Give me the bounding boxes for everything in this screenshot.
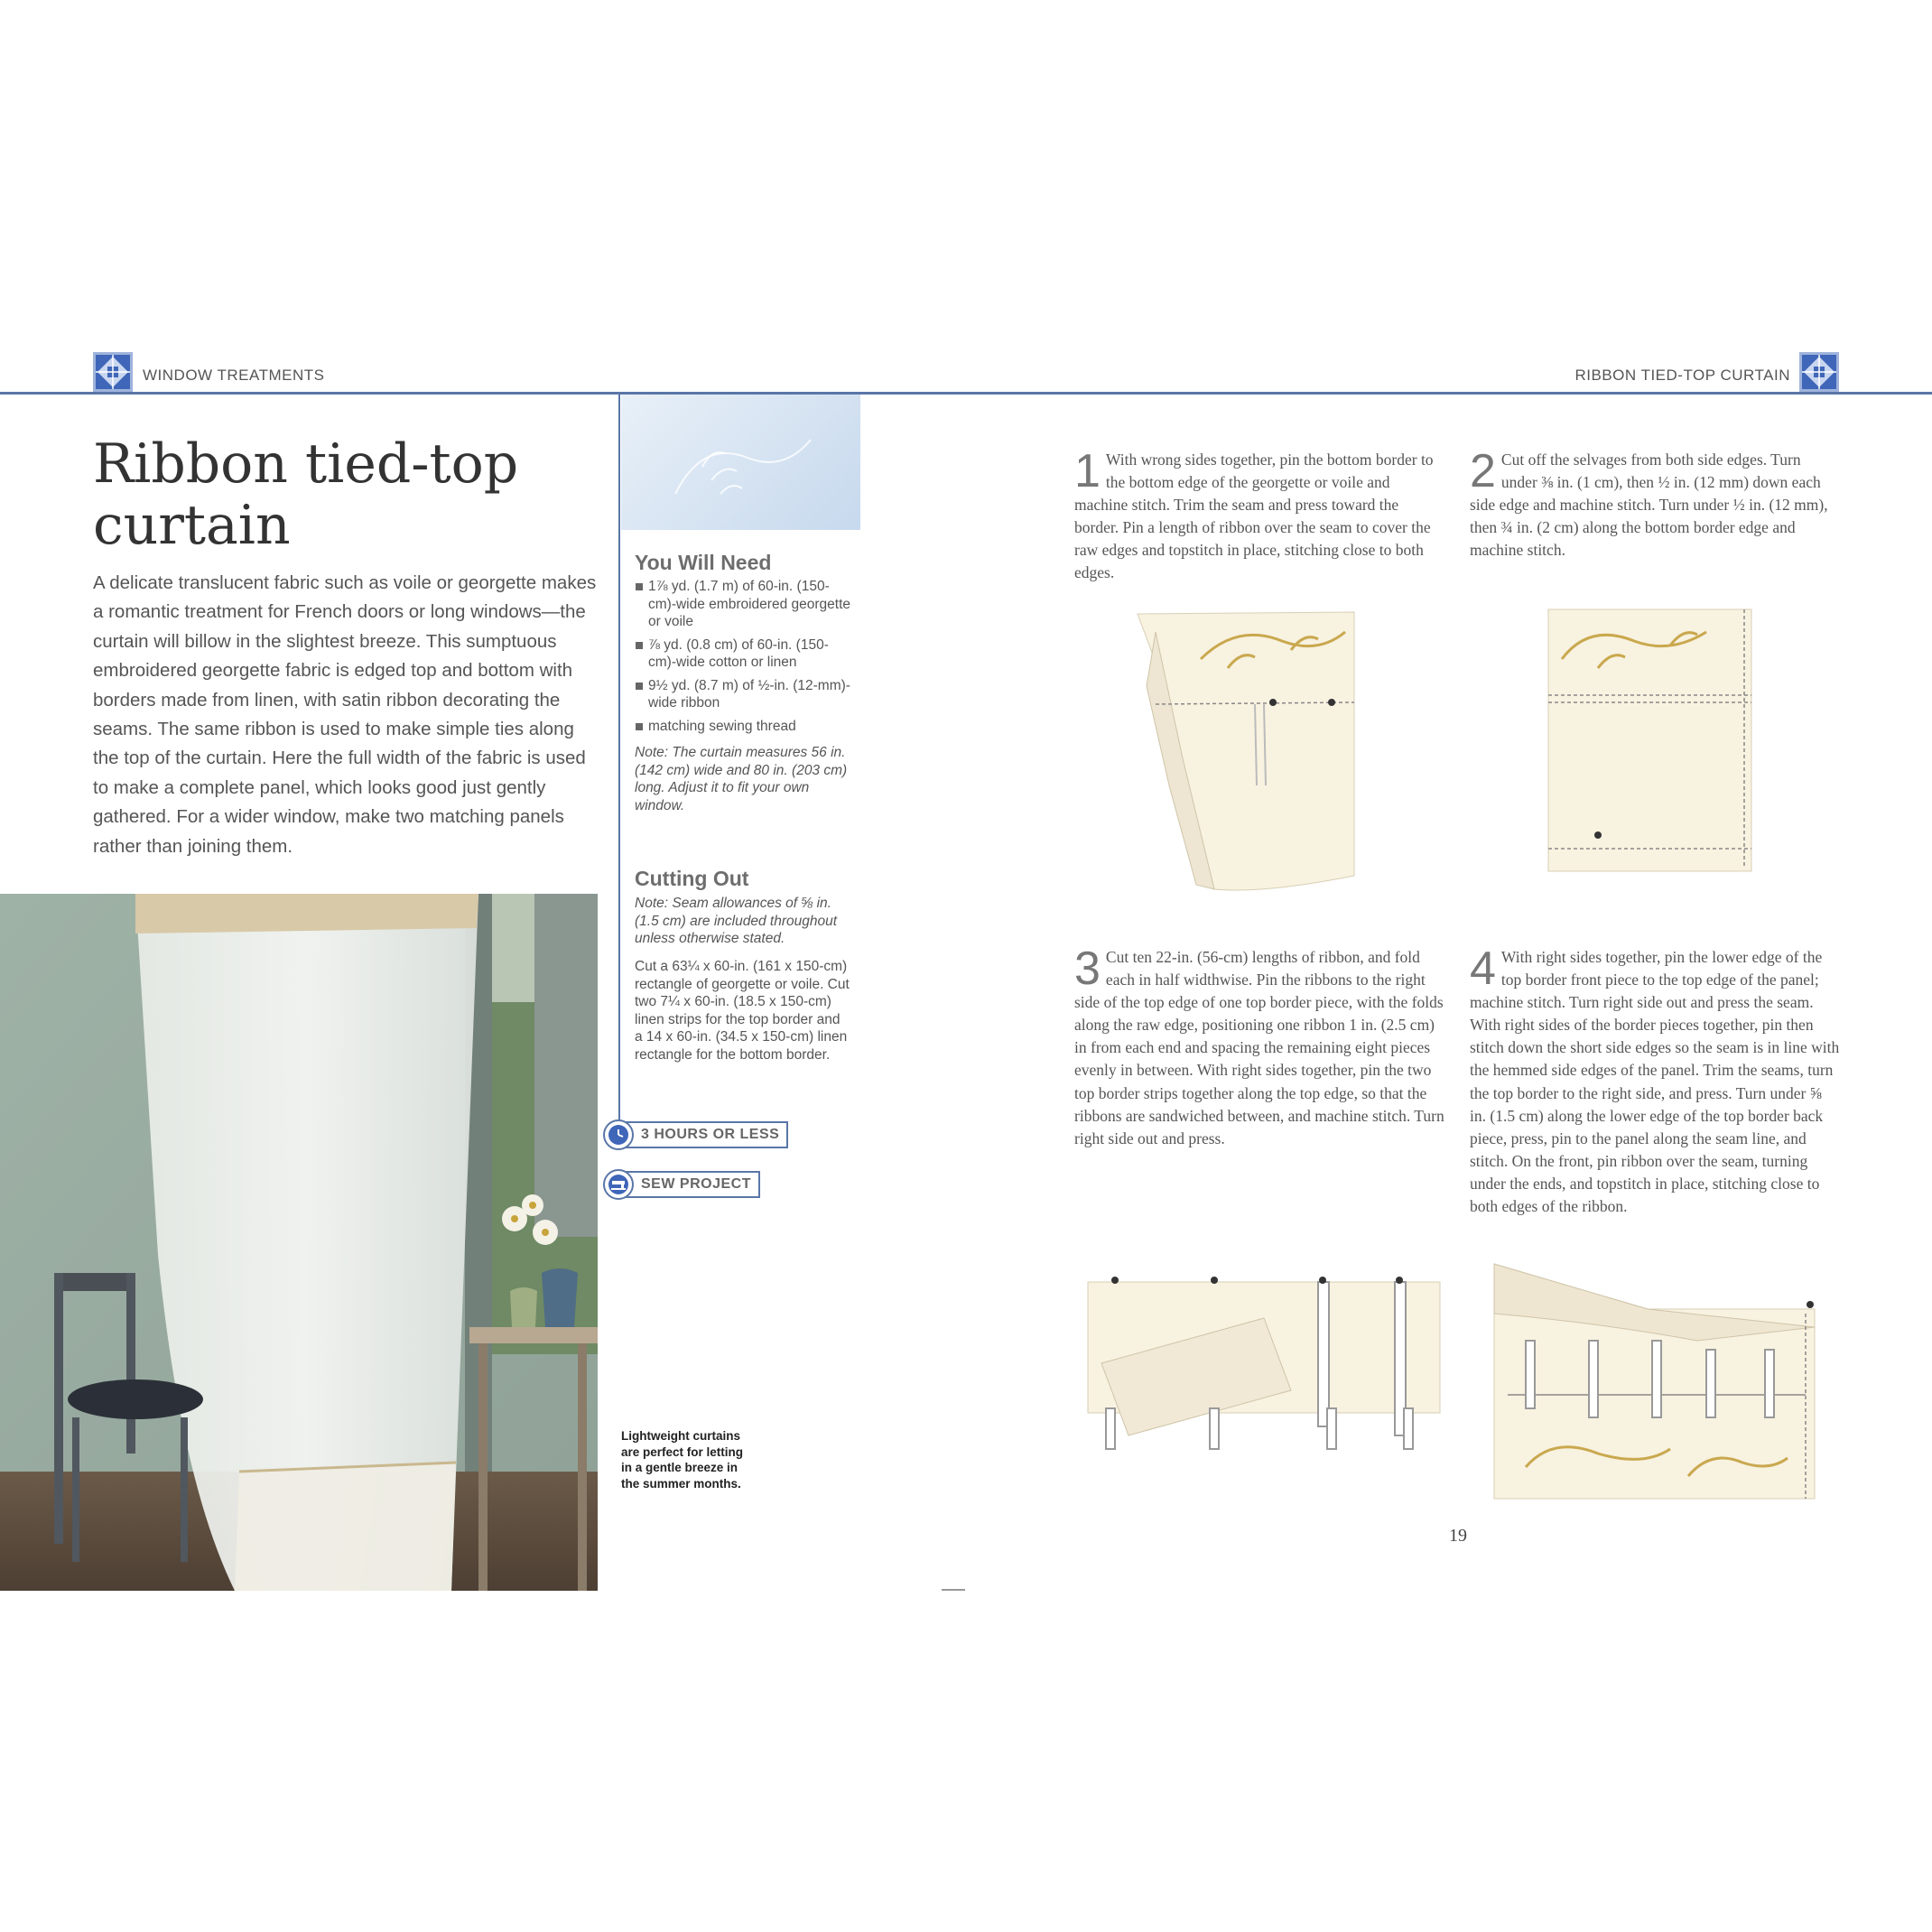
step-number: 1: [1074, 445, 1101, 497]
step-text: Cut off the selvages from both side edges. Turn under ⅜ in. (1 cm), then ½ in. (12 mm) down each side edge and machine stitch. Turn under ½ in. (12 mm), then ¾ in. (2 cm) along the bottom border edge and machine stitch.: [1470, 450, 1828, 560]
step-text: With right sides together, pin the lower edge of the top border front piece to the top edge of the panel; machine stitch. Turn right side out and press the seam. With right sides of the border pieces together, pin then stitch down the short side edges so the seam is in line with the hemmed side edges of the panel. Trim the seams, turn the top border to the right side, and press. Turn under ⅝ in. (1.5 cm) along the lower edge of the top border back piece, press, pin to the panel along the seam line, and stitch. On the front, pin ribbon over the seam, turning under the ends, and topstitch in place, stitching close to both edges of the ribbon.: [1470, 948, 1840, 1216]
step-2-illustration: [1544, 605, 1760, 876]
page-number: 19: [1449, 1526, 1467, 1546]
step-4-illustration: [1490, 1259, 1833, 1503]
material-item: matching sewing thread: [635, 718, 851, 736]
sewing-machine-icon: [603, 1169, 634, 1200]
project-type-badge: [619, 1171, 760, 1198]
time-badge-label: 3 HOURS OR LESS: [641, 1127, 780, 1142]
project-type-label: SEW PROJECT: [641, 1176, 751, 1192]
curtain-photo: [0, 894, 598, 1591]
material-item: ⅞ yd. (0.8 cm) of 60-in. (150-cm)-wide cotton or linen: [635, 636, 851, 672]
step-1-illustration: [1129, 605, 1363, 894]
step-text: Cut ten 22-in. (56-cm) lengths of ribbon, and fold each in half widthwise. Pin the ribbons to the right side of the top edge of one top border piece, with the folds along the raw edge, positioning one ribbon 1 in. (2.5 cm) in from each end and spacing the remaining eight pieces evenly in between. With right sides together, pin the two top border strips together along the top edge, so that the ribbons are sandwiched between, and machine stitch. Turn right side out and press.: [1074, 948, 1444, 1147]
running-head-right: RIBBON TIED-TOP CURTAIN: [1574, 367, 1790, 384]
quilt-block-icon: [93, 352, 133, 392]
clock-icon: [603, 1119, 634, 1150]
size-note: Note: The curtain measures 56 in. (142 cm) wide and 80 in. (203 cm) long. Adjust it to fit your own window.: [635, 745, 848, 813]
cutting-instructions: Cut a 63¼ x 60-in. (161 x 150-cm) rectangle of georgette or voile. Cut two 7¼ x 60-in. (18.5 x 150-cm) linen strips for the top border and a 14 x 60-in. (34.5 x 150-cm) linen rectangle for the bottom border.: [635, 959, 850, 1063]
step-number: 4: [1470, 943, 1496, 995]
photo-caption: Lightweight curtains are perfect for letting in a gentle breeze in the summer months.: [621, 1429, 744, 1491]
step-2: [1470, 445, 1840, 562]
step-3: [1074, 943, 1444, 1150]
you-will-need-heading: You Will Need: [635, 551, 772, 574]
fabric-swatch: [621, 395, 860, 530]
cutting-out-heading: Cutting Out: [635, 867, 749, 890]
header-rule: [0, 392, 1932, 395]
running-head-left: WINDOW TREATMENTS: [143, 367, 325, 384]
material-item: 9½ yd. (8.7 m) of ½-in. (12-mm)-wide ribbon: [635, 677, 851, 712]
step-number: 3: [1074, 943, 1101, 995]
page-title: [93, 433, 599, 556]
fold-mark: [942, 1589, 965, 1591]
step-text: With wrong sides together, pin the bottom border to the bottom edge of the georgette or voile and machine stitch. Trim the seam and press toward the border. Pin a length of ribbon over the seam to cover the raw edges and topstitch in place, stitching close to both edges.: [1074, 450, 1434, 582]
step-3-illustration: [1083, 1264, 1444, 1463]
step-number: 2: [1470, 445, 1496, 497]
intro-paragraph: A delicate translucent fabric such as voile or georgette makes a romantic treatment for French doors or long windows—the curtain will billow in the slightest breeze. This sumptuous embroidered georgette fabric is edged top and bottom with borders made from linen, with satin ribbon decorating the seams. The same ribbon is used to make simple ties along the top of the curtain. Here the full width of the fabric is used to make a complete panel, which looks good just gently gathered. For a wider window, make two matching panels rather than joining them.: [93, 572, 597, 857]
page-title-line2: curtain: [93, 494, 291, 557]
step-4: [1470, 943, 1840, 1218]
time-badge: [619, 1121, 788, 1148]
quilt-block-icon-right: [1799, 352, 1839, 392]
column-divider: [618, 395, 620, 1121]
materials-list: [635, 578, 851, 814]
page-title-line1: Ribbon tied-top: [93, 432, 519, 496]
step-1: [1074, 445, 1444, 585]
material-item: 1⅞ yd. (1.7 m) of 60-in. (150-cm)-wide embroidered georgette or voile: [635, 578, 851, 631]
seam-note: Note: Seam allowances of ⅝ in. (1.5 cm) are included throughout unless otherwise stated.: [635, 896, 838, 946]
